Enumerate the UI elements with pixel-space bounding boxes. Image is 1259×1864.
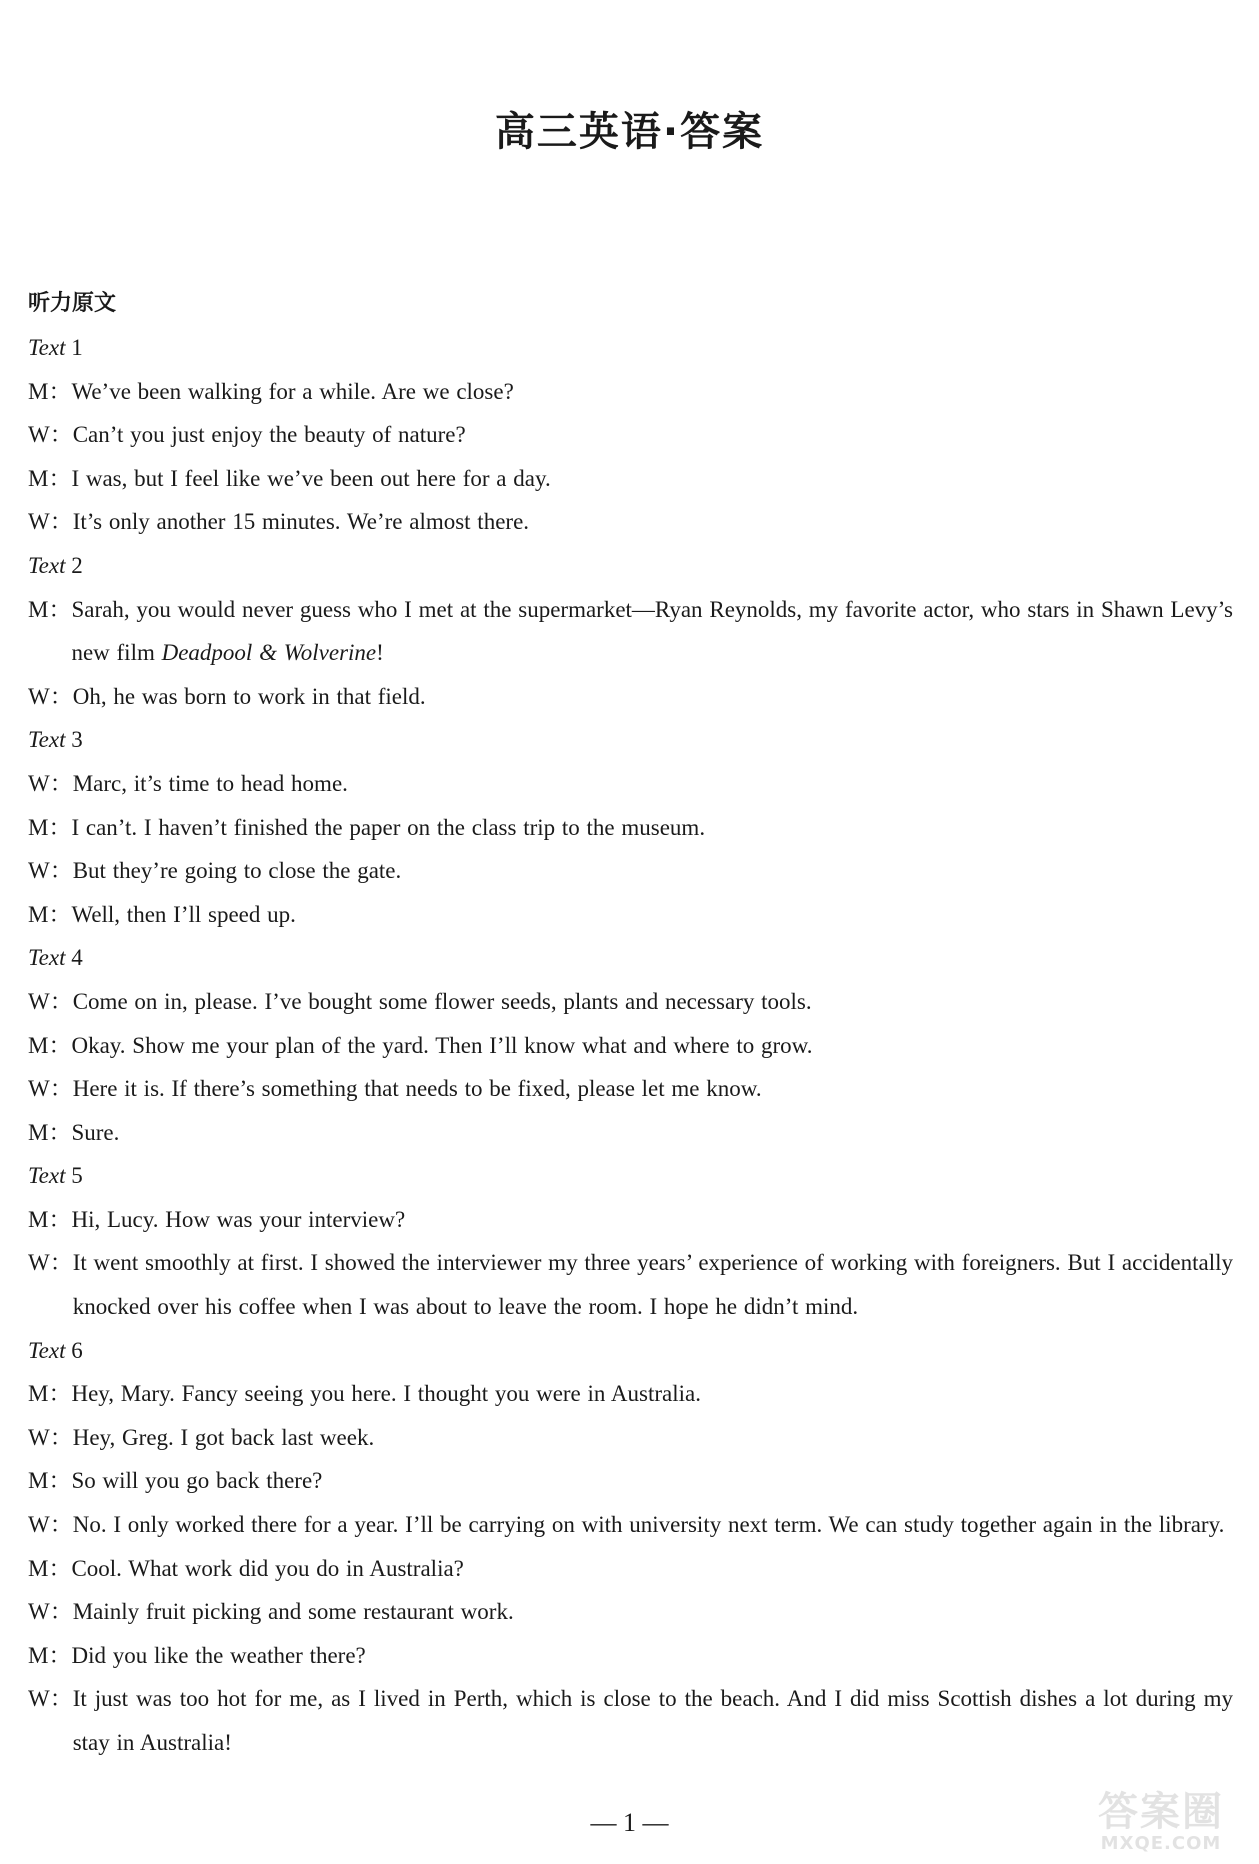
speaker: W： [28, 1076, 73, 1102]
text-label: Text 4 [28, 945, 83, 971]
utterance: Well, then I’ll speed up. [71, 901, 296, 927]
speaker: M： [28, 1119, 72, 1145]
speaker: W： [28, 683, 73, 709]
speaker: M： [28, 378, 72, 404]
dialogue-line [28, 1503, 1233, 1547]
dialogue-line [28, 1547, 1233, 1591]
dialogue-line [28, 413, 1233, 457]
utterance: Hi, Lucy. How was your interview? [71, 1206, 406, 1232]
utterance: Sarah, you would never guess who I met at the supermarket—Ryan Reynolds, my favorite actor, who stars in Shawn Levy’s new film Deadpool & Wolverine! [71, 596, 1233, 666]
utterance: It just was too hot for me, as I lived in Perth, which is close to the beach. And I did miss Scottish dishes a lot during my stay in Australia! [72, 1686, 1233, 1755]
speaker: W： [28, 1512, 73, 1538]
speaker: M： [28, 1468, 72, 1494]
dialogue-line [28, 806, 1233, 850]
speaker: W： [28, 770, 73, 796]
text-block-3 [28, 718, 1233, 936]
speaker: M： [28, 1206, 72, 1232]
text-label: Text 2 [28, 552, 83, 578]
utterance: It’s only another 15 minutes. We’re almost there. [72, 509, 530, 535]
speaker: W： [28, 858, 73, 884]
speaker: M： [28, 901, 72, 927]
dialogue-line [28, 675, 1233, 719]
utterance: Mainly fruit picking and some restaurant work. [72, 1599, 514, 1625]
speaker: W： [28, 1599, 73, 1625]
utterance: Marc, it’s time to head home. [72, 770, 348, 796]
dialogue-line [28, 1067, 1233, 1111]
utterance: Here it is. If there’s something that needs to be fixed, please let me know. [72, 1076, 762, 1102]
dialogue-line [28, 1024, 1233, 1068]
text-label: Text 1 [28, 335, 83, 360]
transcript-content [28, 282, 1233, 1765]
utterance: Hey, Mary. Fancy seeing you here. I thought you were in Australia. [71, 1381, 701, 1407]
utterance: It went smoothly at first. I showed the interviewer my three years’ experience of working with foreigners. But I accidentally knocked over his coffee when I was about to leave the room. I hope he didn’t mind. [72, 1250, 1233, 1320]
utterance: Can’t you just enjoy the beauty of nature? [72, 422, 466, 448]
dialogue-line [28, 1111, 1233, 1155]
dialogue-line [28, 370, 1233, 414]
dialogue-line [28, 1634, 1233, 1678]
text-label: Text 5 [28, 1163, 83, 1189]
speaker: M： [28, 596, 72, 622]
text-block-1 [28, 326, 1233, 544]
utterance: I can’t. I haven’t finished the paper on the class trip to the museum. [71, 814, 706, 840]
text-block-6 [28, 1329, 1233, 1765]
utterance: Did you like the weather there? [71, 1642, 366, 1668]
utterance: Oh, he was born to work in that field. [72, 683, 426, 709]
dialogue-line [28, 1241, 1233, 1328]
utterance: Hey, Greg. I got back last week. [72, 1424, 375, 1450]
dialogue-line [28, 980, 1233, 1024]
speaker: M： [28, 1381, 72, 1407]
speaker: M： [28, 1555, 72, 1581]
utterance: Come on in, please. I’ve bought some flower seeds, plants and necessary tools. [72, 988, 812, 1014]
dialogue-line [28, 1590, 1233, 1634]
section-heading: 听力原文 [28, 291, 117, 316]
utterance: We’ve been walking for a while. Are we close? [71, 378, 514, 404]
text-block-4 [28, 936, 1233, 1154]
utterance: No. I only worked there for a year. I’ll be carrying on with university next term. We can study together again in the library. [72, 1512, 1225, 1538]
dialogue-line [28, 849, 1233, 893]
utterance: I was, but I feel like we’ve been out here for a day. [71, 465, 551, 491]
dialogue-line [28, 1198, 1233, 1242]
text-block-5 [28, 1154, 1233, 1328]
text-label: Text 6 [28, 1337, 83, 1363]
dialogue-line [28, 1416, 1233, 1460]
speaker: M： [28, 1642, 72, 1668]
dialogue-line [28, 762, 1233, 806]
dialogue-line [28, 457, 1233, 501]
dialogue-line [28, 893, 1233, 937]
utterance: Cool. What work did you do in Australia? [71, 1555, 464, 1581]
speaker: M： [28, 814, 72, 840]
text-block-2 [28, 544, 1233, 718]
speaker: W： [28, 1686, 73, 1712]
page-number: — 1 — [590, 1808, 669, 1837]
dialogue-line [28, 588, 1233, 675]
text-label: Text 3 [28, 727, 83, 753]
dialogue-line [28, 1372, 1233, 1416]
utterance: So will you go back there? [71, 1468, 323, 1494]
utterance: Sure. [71, 1119, 120, 1145]
speaker: W： [28, 422, 73, 448]
speaker: M： [28, 465, 72, 491]
utterance: But they’re going to close the gate. [72, 858, 402, 884]
utterance: Okay. Show me your plan of the yard. Then I’ll know what and where to grow. [71, 1032, 813, 1058]
watermark-logo: 答案圈 MXQE.COM [1098, 1789, 1224, 1854]
speaker: W： [28, 1424, 73, 1450]
dialogue-line [28, 1677, 1233, 1764]
dialogue-line [28, 500, 1233, 544]
page-title: 高三英语·答案 [494, 109, 765, 155]
dialogue-line [28, 1459, 1233, 1503]
speaker: M： [28, 1032, 72, 1058]
speaker: W： [28, 509, 73, 535]
film-title: Deadpool & Wolverine [161, 640, 377, 666]
speaker: W： [28, 988, 73, 1014]
speaker: W： [28, 1250, 73, 1276]
